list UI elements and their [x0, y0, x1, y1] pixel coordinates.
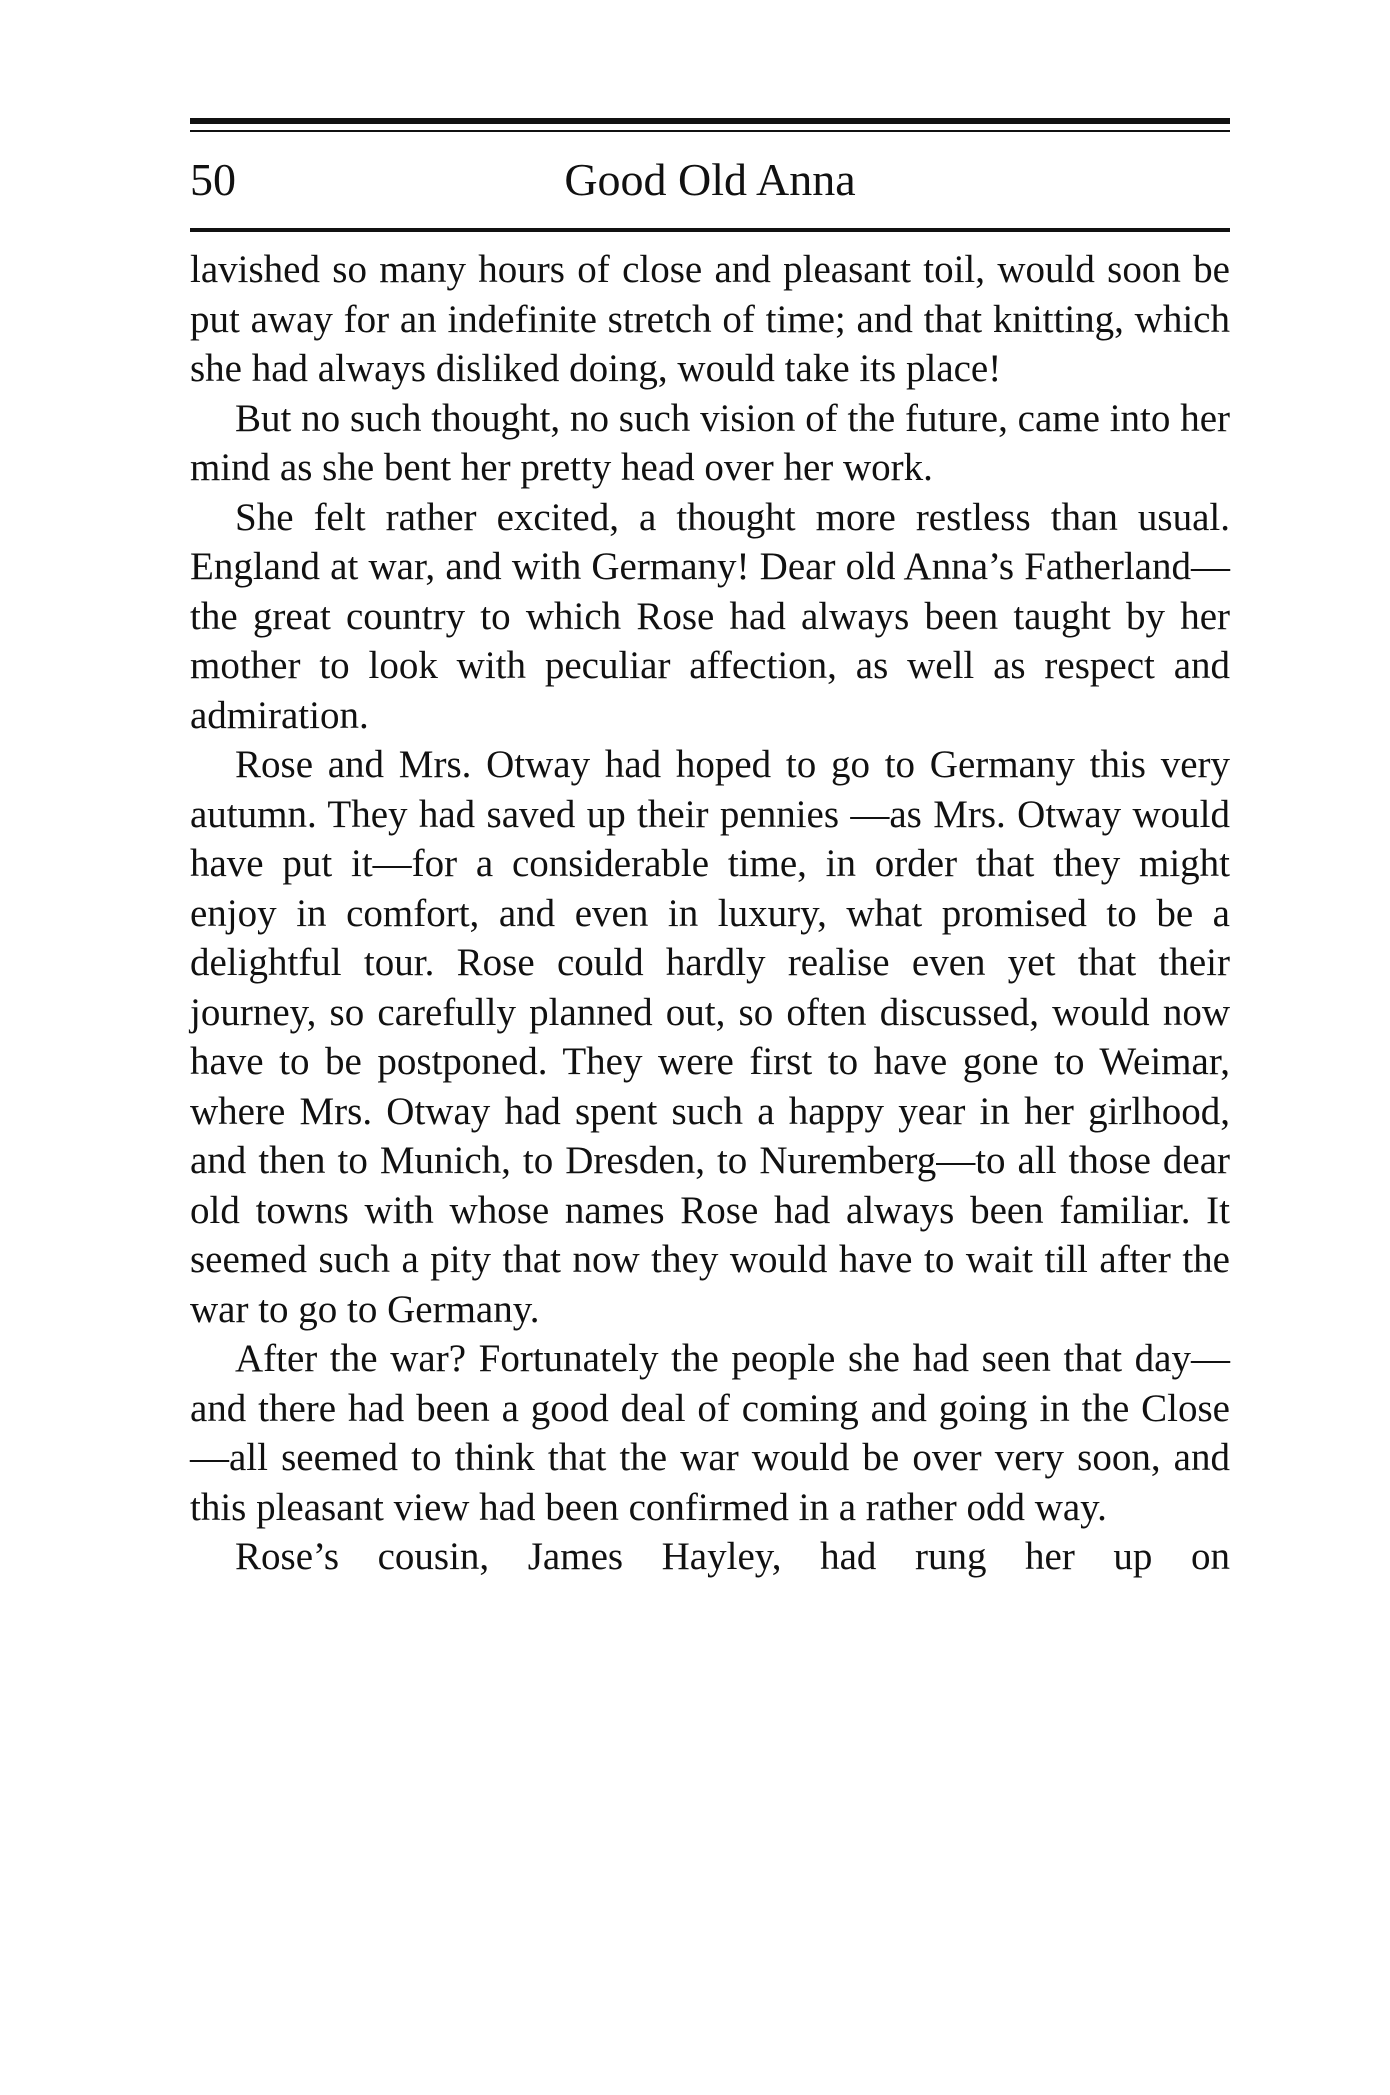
paragraph-5: After the war? Fortunately the people she had seen that day—and there had been a good deal of coming and going in the Close—all seemed to think that the war would be over very soon, and this pleasant view had been confirmed in a rather odd way. [190, 1337, 1230, 1529]
paragraph-1: lavished so many hours of close and pleasant toil, would soon be put away for an indefinite stretch of time; and that knitting, which she had always disliked doing, would take its place! [190, 248, 1230, 390]
running-title: Good Old Anna [564, 154, 856, 205]
page-header [190, 150, 1230, 210]
page-number: 50 [190, 154, 236, 205]
paragraph-4: Rose and Mrs. Otway had hoped to go to Germany this very autumn. They had saved up their pennies —as Mrs. Otway would have put it—for a considerable time, in order that they might enjoy in comfort, and even in luxury, what promised to be a delightful tour. Rose could hardly realise even yet that their journey, so carefully planned out, so often discussed, would now have to be postponed. They were first to have gone to Weimar, where Mrs. Otway had spent such a happy year in her girlhood, and then to Munich, to Dresden, to Nuremberg—to all those dear old towns with whose names Rose had always been familiar. It seemed such a pity that now they would have to wait till after the war to go to Germany. [190, 743, 1230, 1331]
header-rule [190, 228, 1230, 232]
paragraph-2: But no such thought, no such vision of the future, came into her mind as she bent her pretty head over her work. [190, 396, 1230, 489]
top-rule-thin [190, 130, 1230, 132]
paragraph-3: She felt rather excited, a thought more restless than usual. England at war, and with Germany! Dear old Anna’s Fatherland—the great country to which Rose had always been taught by her mother to look with peculiar affection, as well as respect and admiration. [190, 495, 1230, 737]
paragraph-6: Rose’s cousin, James Hayley, had rung her up on [235, 1535, 1230, 1578]
top-rule-thick [190, 118, 1230, 124]
body-text [190, 245, 1230, 1582]
